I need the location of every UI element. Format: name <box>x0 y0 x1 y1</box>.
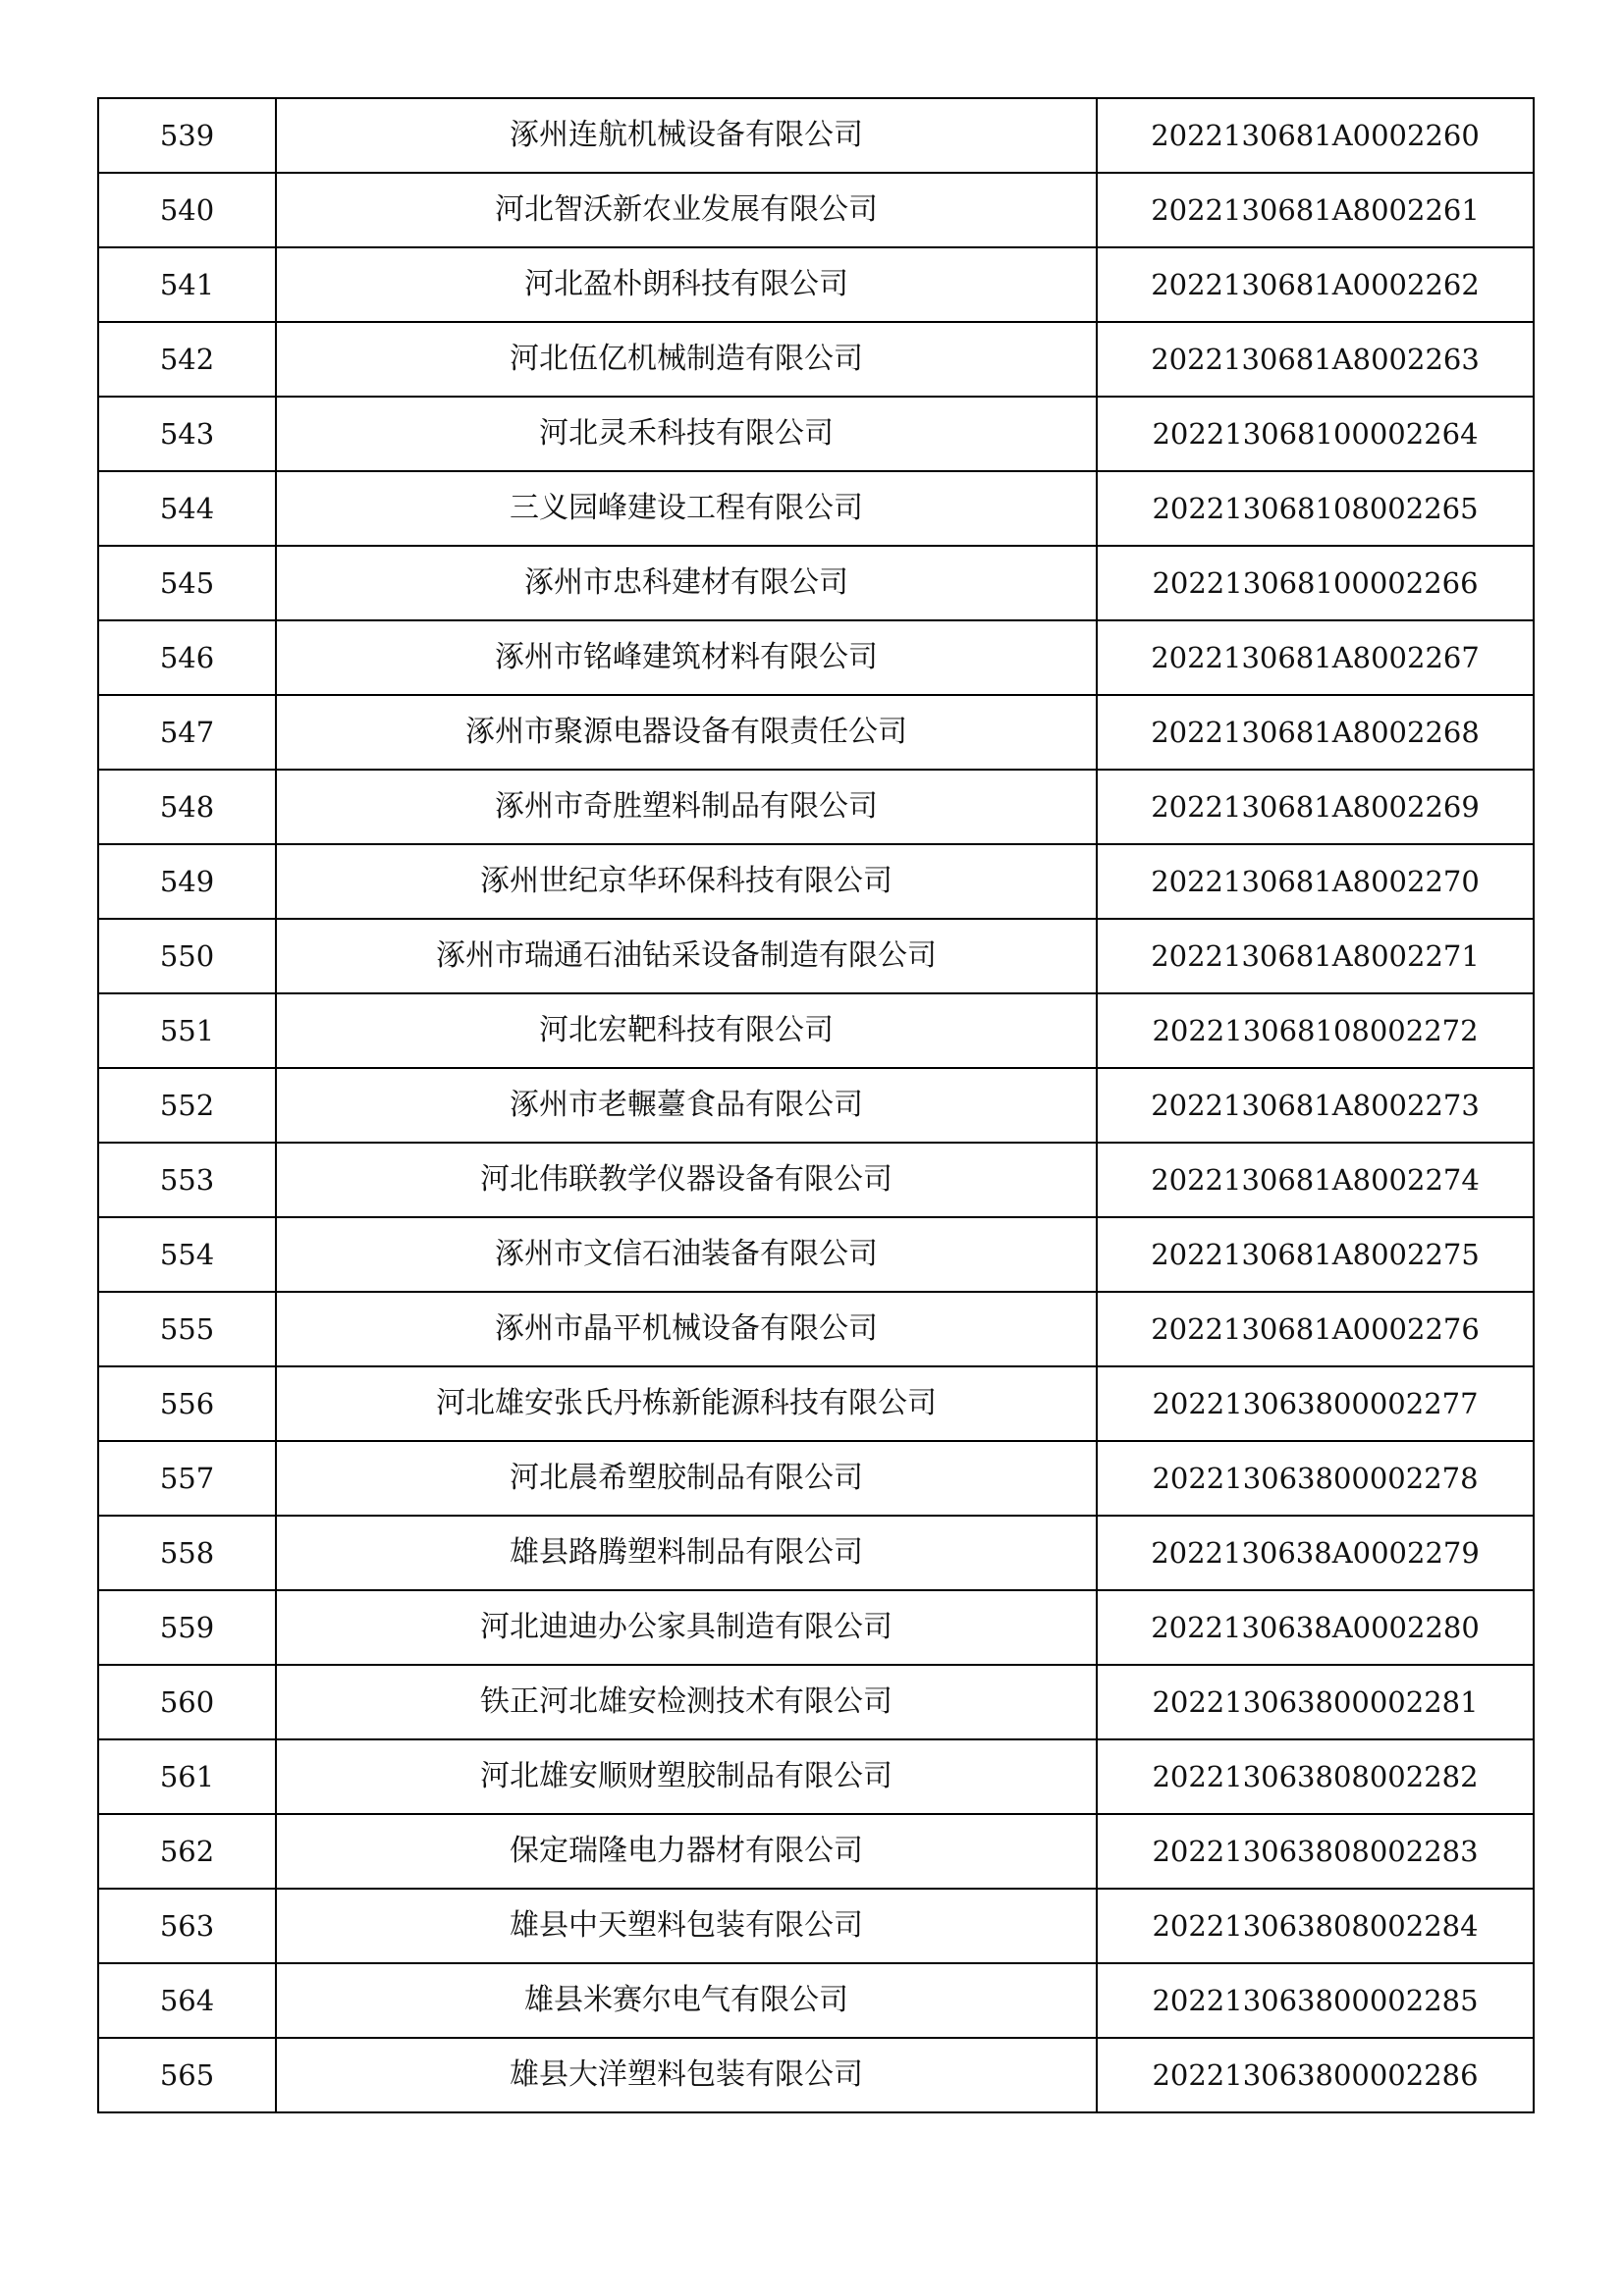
company-name-cell: 涿州市晶平机械设备有限公司 <box>276 1292 1097 1366</box>
table-row <box>98 471 1534 546</box>
table-row <box>98 1217 1534 1292</box>
company-name-cell: 河北迪迪办公家具制造有限公司 <box>276 1590 1097 1665</box>
registration-code-cell: 202213063800002285 <box>1097 1963 1534 2038</box>
registration-code-cell: 202213068100002264 <box>1097 397 1534 471</box>
registration-code-cell: 2022130681A8002275 <box>1097 1217 1534 1292</box>
row-number-cell: 549 <box>98 844 276 919</box>
table-row <box>98 695 1534 770</box>
registration-code-cell: 2022130681A8002270 <box>1097 844 1534 919</box>
table-row <box>98 247 1534 322</box>
registration-code-cell: 2022130681A8002268 <box>1097 695 1534 770</box>
row-number-cell: 542 <box>98 322 276 397</box>
table-row <box>98 770 1534 844</box>
company-name-cell: 三义园峰建设工程有限公司 <box>276 471 1097 546</box>
table-row <box>98 546 1534 620</box>
registration-code-cell: 2022130681A0002276 <box>1097 1292 1534 1366</box>
table-row <box>98 1068 1534 1143</box>
table-row <box>98 397 1534 471</box>
registration-code-cell: 2022130681A8002273 <box>1097 1068 1534 1143</box>
registration-code-cell: 202213063808002284 <box>1097 1889 1534 1963</box>
table-row <box>98 1590 1534 1665</box>
company-name-cell: 雄县中天塑料包装有限公司 <box>276 1889 1097 1963</box>
company-name-cell: 河北智沃新农业发展有限公司 <box>276 173 1097 247</box>
row-number-cell: 561 <box>98 1739 276 1814</box>
row-number-cell: 539 <box>98 98 276 173</box>
registration-code-cell: 202213063800002277 <box>1097 1366 1534 1441</box>
table-row <box>98 1143 1534 1217</box>
table-row <box>98 173 1534 247</box>
company-name-cell: 涿州市铭峰建筑材料有限公司 <box>276 620 1097 695</box>
company-registry-table <box>97 97 1535 2113</box>
company-name-cell: 河北伍亿机械制造有限公司 <box>276 322 1097 397</box>
row-number-cell: 544 <box>98 471 276 546</box>
company-name-cell: 雄县路腾塑料制品有限公司 <box>276 1516 1097 1590</box>
table-row <box>98 1963 1534 2038</box>
table-row <box>98 1366 1534 1441</box>
company-name-cell: 河北伟联教学仪器设备有限公司 <box>276 1143 1097 1217</box>
row-number-cell: 562 <box>98 1814 276 1889</box>
table-row <box>98 98 1534 173</box>
registration-code-cell: 2022130681A8002274 <box>1097 1143 1534 1217</box>
row-number-cell: 559 <box>98 1590 276 1665</box>
company-name-cell: 涿州市老輾薹食品有限公司 <box>276 1068 1097 1143</box>
table-body <box>98 98 1534 2112</box>
row-number-cell: 556 <box>98 1366 276 1441</box>
registration-code-cell: 2022130638A0002280 <box>1097 1590 1534 1665</box>
registration-code-cell: 2022130681A0002262 <box>1097 247 1534 322</box>
registration-code-cell: 202213063800002278 <box>1097 1441 1534 1516</box>
table-row <box>98 322 1534 397</box>
company-name-cell: 涿州世纪京华环保科技有限公司 <box>276 844 1097 919</box>
table-row <box>98 1814 1534 1889</box>
row-number-cell: 541 <box>98 247 276 322</box>
company-name-cell: 河北雄安顺财塑胶制品有限公司 <box>276 1739 1097 1814</box>
registration-code-cell: 202213063800002281 <box>1097 1665 1534 1739</box>
table-row <box>98 919 1534 993</box>
company-name-cell: 涿州连航机械设备有限公司 <box>276 98 1097 173</box>
company-name-cell: 河北宏靶科技有限公司 <box>276 993 1097 1068</box>
registration-code-cell: 202213063808002282 <box>1097 1739 1534 1814</box>
company-name-cell: 涿州市忠科建材有限公司 <box>276 546 1097 620</box>
row-number-cell: 543 <box>98 397 276 471</box>
row-number-cell: 546 <box>98 620 276 695</box>
company-name-cell: 雄县米赛尔电气有限公司 <box>276 1963 1097 2038</box>
row-number-cell: 555 <box>98 1292 276 1366</box>
company-name-cell: 保定瑞隆电力器材有限公司 <box>276 1814 1097 1889</box>
row-number-cell: 553 <box>98 1143 276 1217</box>
registration-code-cell: 202213063808002283 <box>1097 1814 1534 1889</box>
registration-code-cell: 2022130681A0002260 <box>1097 98 1534 173</box>
row-number-cell: 547 <box>98 695 276 770</box>
registration-code-cell: 202213068100002266 <box>1097 546 1534 620</box>
registration-code-cell: 2022130638A0002279 <box>1097 1516 1534 1590</box>
company-name-cell: 河北灵禾科技有限公司 <box>276 397 1097 471</box>
row-number-cell: 554 <box>98 1217 276 1292</box>
company-name-cell: 铁正河北雄安检测技术有限公司 <box>276 1665 1097 1739</box>
table-row <box>98 1441 1534 1516</box>
registration-code-cell: 2022130681A8002267 <box>1097 620 1534 695</box>
registration-code-cell: 2022130681A8002263 <box>1097 322 1534 397</box>
company-name-cell: 河北雄安张氏丹栋新能源科技有限公司 <box>276 1366 1097 1441</box>
company-name-cell: 涿州市瑞通石油钻采设备制造有限公司 <box>276 919 1097 993</box>
table-row <box>98 1516 1534 1590</box>
table-row <box>98 844 1534 919</box>
registration-code-cell: 2022130681A8002261 <box>1097 173 1534 247</box>
company-name-cell: 涿州市文信石油装备有限公司 <box>276 1217 1097 1292</box>
company-name-cell: 涿州市奇胜塑料制品有限公司 <box>276 770 1097 844</box>
row-number-cell: 550 <box>98 919 276 993</box>
registration-code-cell: 2022130681A8002269 <box>1097 770 1534 844</box>
table-row <box>98 1292 1534 1366</box>
company-name-cell: 河北晨希塑胶制品有限公司 <box>276 1441 1097 1516</box>
row-number-cell: 545 <box>98 546 276 620</box>
table-row <box>98 993 1534 1068</box>
table-row <box>98 1889 1534 1963</box>
row-number-cell: 565 <box>98 2038 276 2112</box>
company-name-cell: 涿州市聚源电器设备有限责任公司 <box>276 695 1097 770</box>
registration-code-cell: 202213068108002265 <box>1097 471 1534 546</box>
registration-code-cell: 202213063800002286 <box>1097 2038 1534 2112</box>
row-number-cell: 540 <box>98 173 276 247</box>
registration-code-cell: 202213068108002272 <box>1097 993 1534 1068</box>
company-name-cell: 河北盈朴朗科技有限公司 <box>276 247 1097 322</box>
row-number-cell: 552 <box>98 1068 276 1143</box>
row-number-cell: 548 <box>98 770 276 844</box>
row-number-cell: 551 <box>98 993 276 1068</box>
row-number-cell: 564 <box>98 1963 276 2038</box>
table-row <box>98 1665 1534 1739</box>
row-number-cell: 558 <box>98 1516 276 1590</box>
company-name-cell: 雄县大洋塑料包装有限公司 <box>276 2038 1097 2112</box>
registration-code-cell: 2022130681A8002271 <box>1097 919 1534 993</box>
table-row <box>98 2038 1534 2112</box>
row-number-cell: 557 <box>98 1441 276 1516</box>
row-number-cell: 560 <box>98 1665 276 1739</box>
table-row <box>98 1739 1534 1814</box>
row-number-cell: 563 <box>98 1889 276 1963</box>
table-row <box>98 620 1534 695</box>
